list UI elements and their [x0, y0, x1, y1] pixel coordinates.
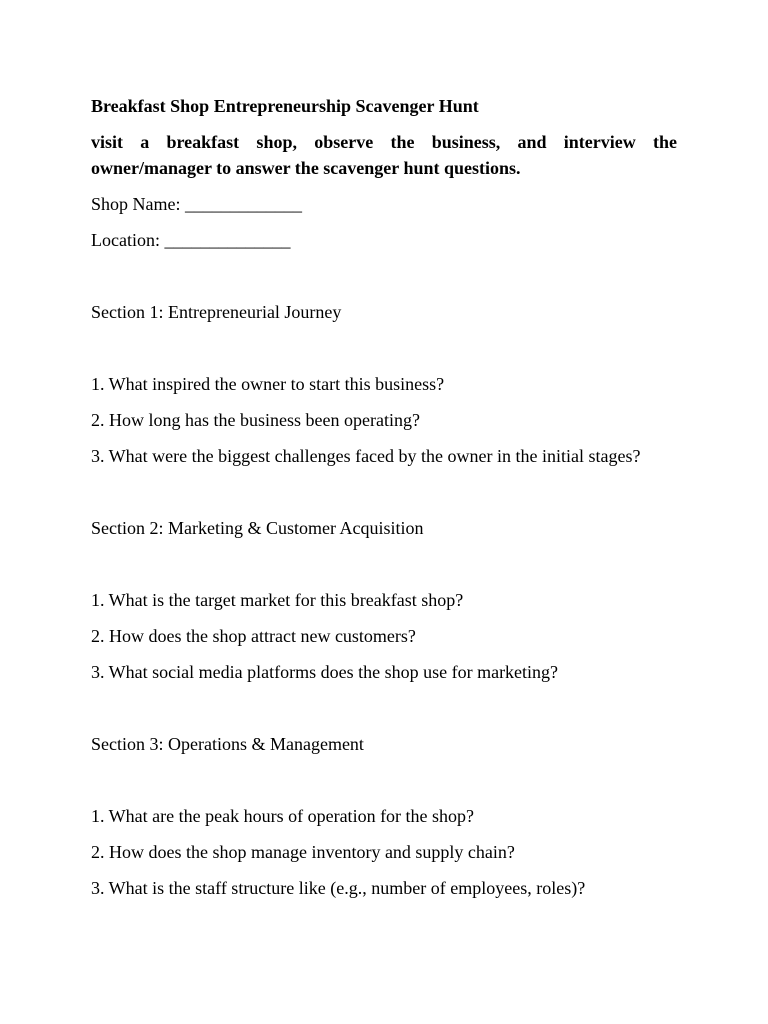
section-1-question-2: 2. How long has the business been operating? — [91, 410, 420, 430]
section-2-question-2: 2. How does the shop attract new customers? — [91, 626, 416, 646]
section-2-question-3: 3. What social media platforms does the shop use for marketing? — [91, 662, 559, 682]
spacer — [91, 479, 677, 515]
spacer — [91, 767, 677, 803]
section-2-heading: Section 2: Marketing & Customer Acquisition — [91, 518, 424, 538]
document-title: Breakfast Shop Entrepreneurship Scavenger Hunt — [91, 96, 479, 116]
spacer — [91, 551, 677, 587]
section-3-question-2: 2. How does the shop manage inventory and supply chain? — [91, 842, 515, 862]
section-1-question-3: 3. What were the biggest challenges faced by the owner in the initial stages? — [91, 446, 641, 466]
location-field: Location: ______________ — [91, 230, 291, 250]
spacer — [91, 335, 677, 371]
section-3-question-1: 1. What are the peak hours of operation for the shop? — [91, 806, 475, 826]
document-intro: visit a breakfast shop, observe the business, and interview the owner/manager to answer the scavenger hunt questions. — [91, 132, 677, 178]
section-1-heading: Section 1: Entrepreneurial Journey — [91, 302, 342, 322]
spacer — [91, 263, 677, 299]
section-1-question-1: 1. What inspired the owner to start this business? — [91, 374, 445, 394]
document-page — [91, 93, 677, 911]
section-2-question-1: 1. What is the target market for this breakfast shop? — [91, 590, 464, 610]
section-3-heading: Section 3: Operations & Management — [91, 734, 364, 754]
section-3-question-3: 3. What is the staff structure like (e.g., number of employees, roles)? — [91, 878, 586, 898]
spacer — [91, 695, 677, 731]
shop-name-field: Shop Name: _____________ — [91, 194, 302, 214]
